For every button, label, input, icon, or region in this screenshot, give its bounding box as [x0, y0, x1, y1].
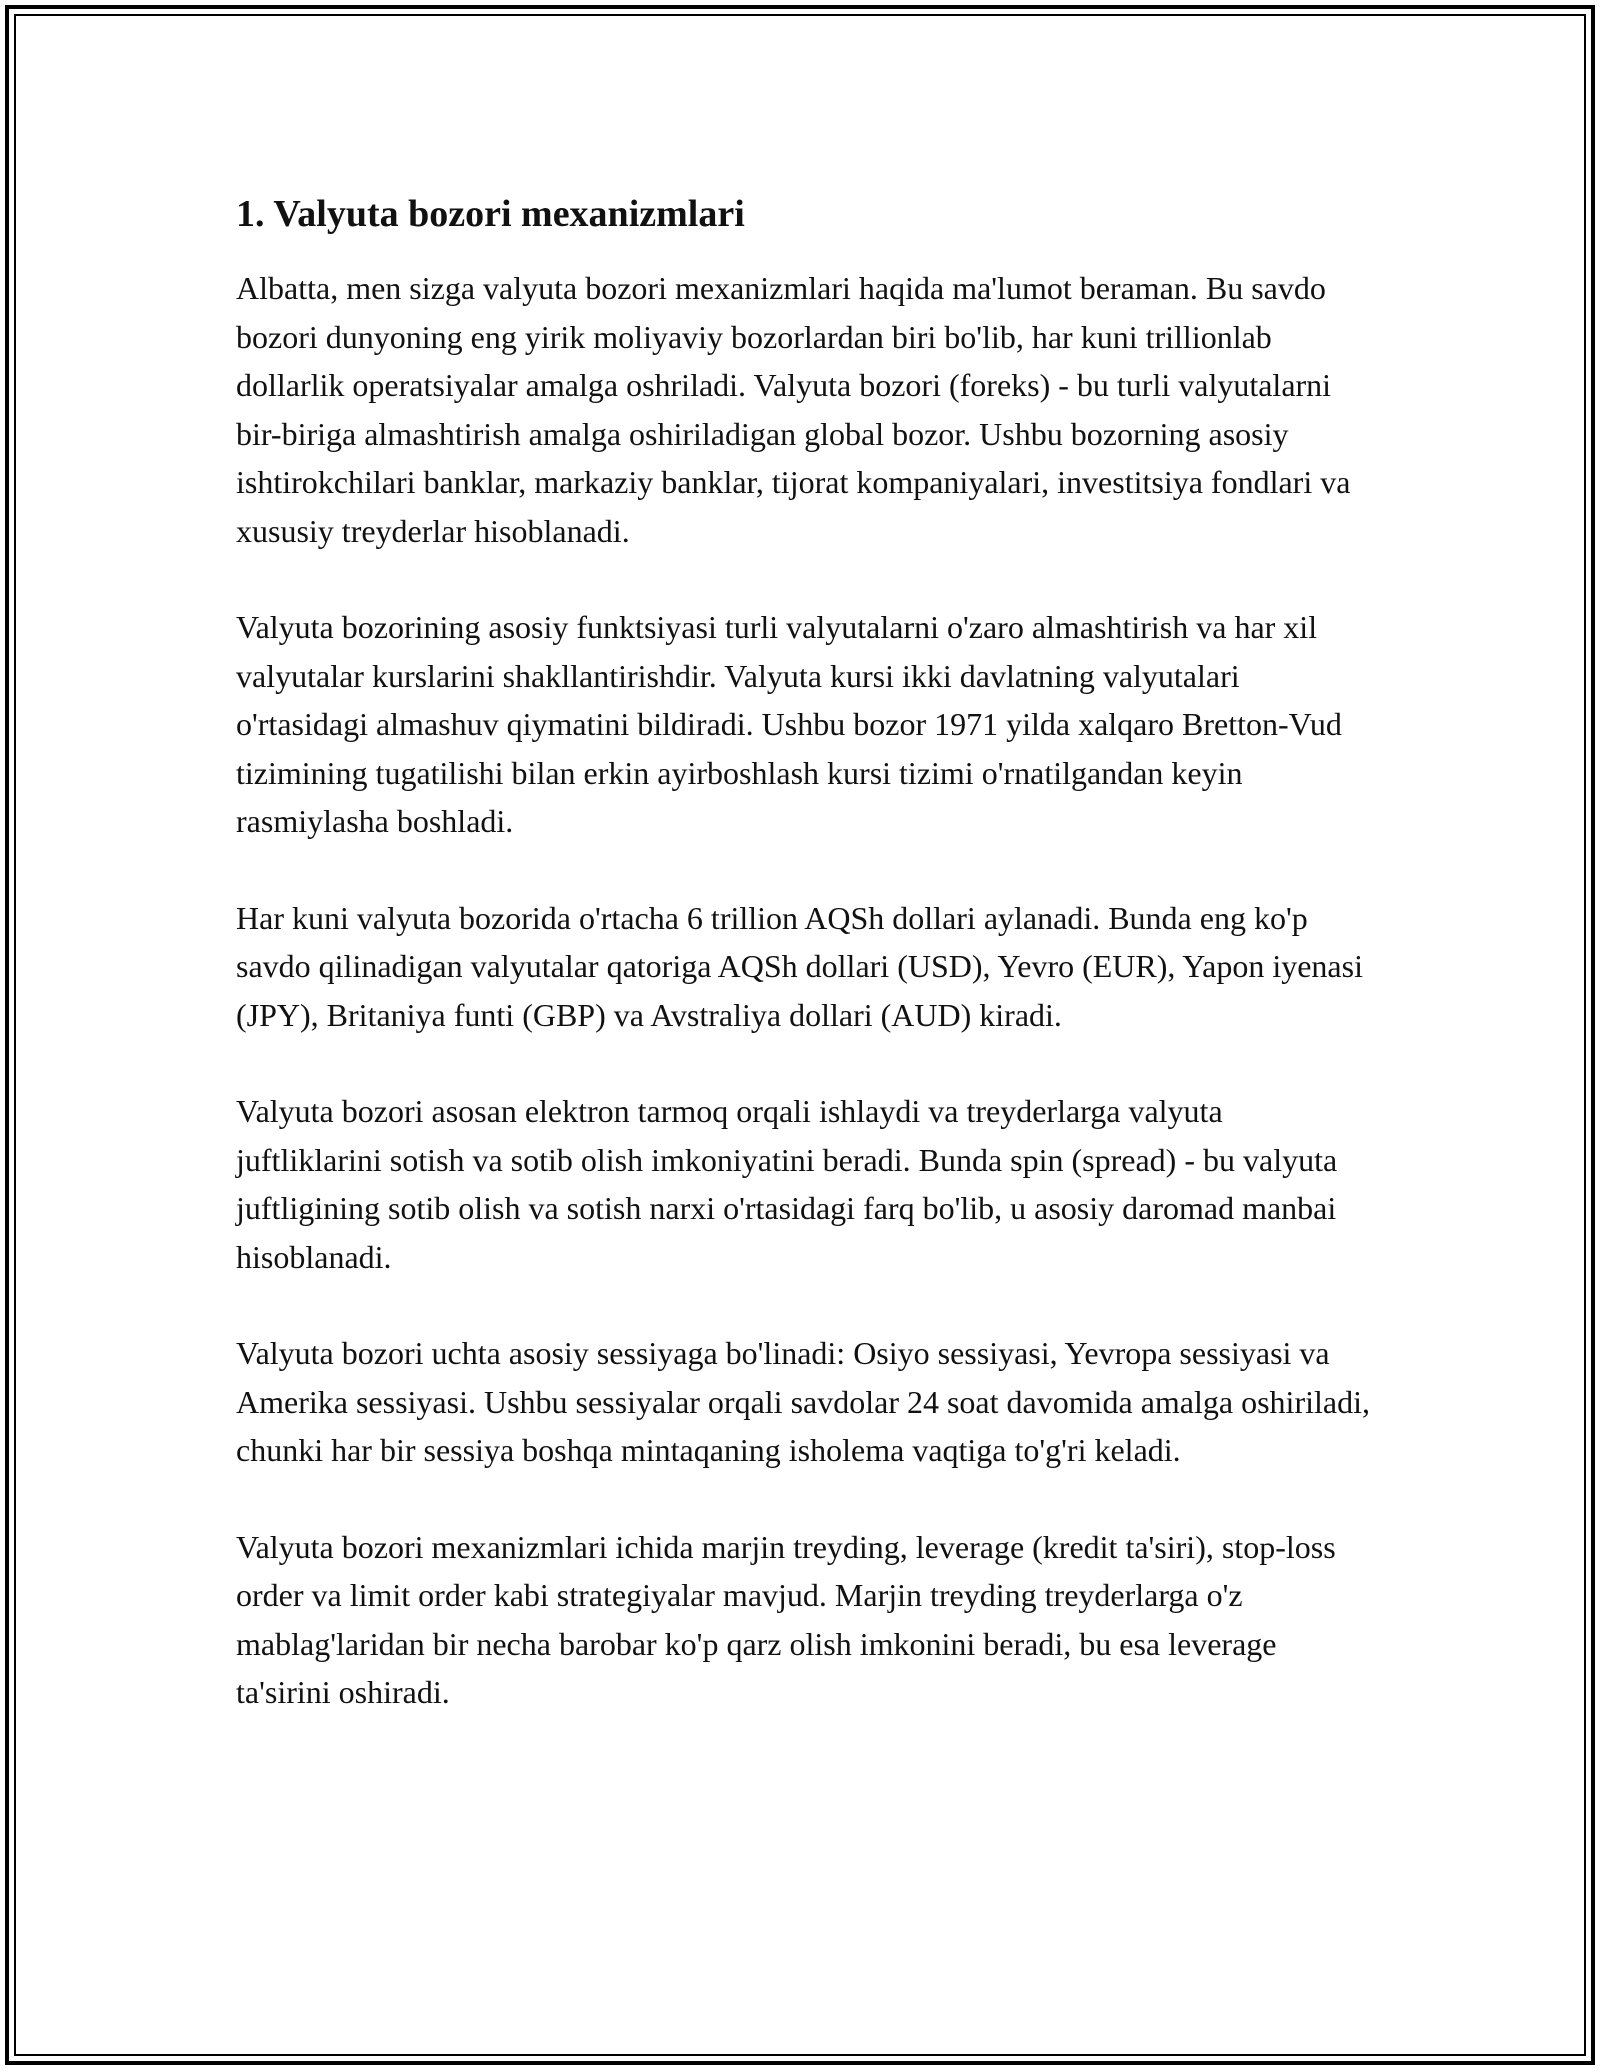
paragraph-5: Valyuta bozori uchta asosiy sessiyaga bo'linadi: Osiyo sessiyasi, Yevropa sessiyasi va Amerika sessiyasi. Ushbu sessiyalar orqali savdolar 24 soat davomida amalga oshiriladi, chunki har bir sessiya boshqa mintaqaning isholema vaqtiga to'g'ri keladi.	[236, 1335, 1370, 1468]
paragraph-1: Albatta, men sizga valyuta bozori mexanizmlari haqida ma'lumot beraman. Bu savdo bozori dunyoning eng yirik moliyaviy bozorlardan biri bo'lib, har kuni trillionlab dollarlik operatsiyalar amalga oshriladi. Valyuta bozori (foreks) - bu turli valyutalarni bir-biriga almashtirish amalga oshiriladigan global bozor. Ushbu bozorning asosiy ishtirokchilari banklar, markaziy banklar, tijorat kompaniyalari, investitsiya fondlari va xususiy treyderlar hisoblanadi.	[236, 270, 1351, 549]
paragraph-4: Valyuta bozori asosan elektron tarmoq orqali ishlaydi va treyderlarga valyuta juftliklarini sotish va sotib olish imkoniyatini beradi. Bunda spin (spread) - bu valyuta juftligining sotib olish va sotish narxi o'rtasidagi farq bo'lib, u asosiy daromad manbai hisoblanadi.	[236, 1093, 1338, 1275]
document-title: 1. Valyuta bozori mexanizmlari	[236, 193, 745, 235]
paragraph-6: Valyuta bozori mexanizmlari ichida marjin treyding, leverage (kredit ta'siri), stop-loss order va limit order kabi strategiyalar mavjud. Marjin treyding treyderlarga o'z mablag'laridan bir necha barobar ko'p qarz olish imkonini beradi, bu esa leverage ta'sirini oshiradi.	[236, 1528, 1336, 1710]
paragraph-2: Valyuta bozorining asosiy funktsiyasi turli valyutalarni o'zaro almashtirish va har xil valyutalar kurslarini shakllantirishdir. Valyuta kursi ikki davlatning valyutalari o'rtasidagi almashuv qiymatini bildiradi. Ushbu bozor 1971 yilda xalqaro Bretton-Vud tizimining tugatilishi bilan erkin ayirboshlash kursi tizimi o'rnatilgandan keyin rasmiylasha boshladi.	[236, 609, 1342, 839]
document-body	[236, 188, 1376, 1717]
paragraph-3: Har kuni valyuta bozorida o'rtacha 6 trillion AQSh dollari aylanadi. Bunda eng ko'p savdo qilinadigan valyutalar qatoriga AQSh dollari (USD), Yevro (EUR), Yapon iyenasi (JPY), Britaniya funti (GBP) va Avstraliya dollari (AUD) kiradi.	[236, 899, 1363, 1033]
